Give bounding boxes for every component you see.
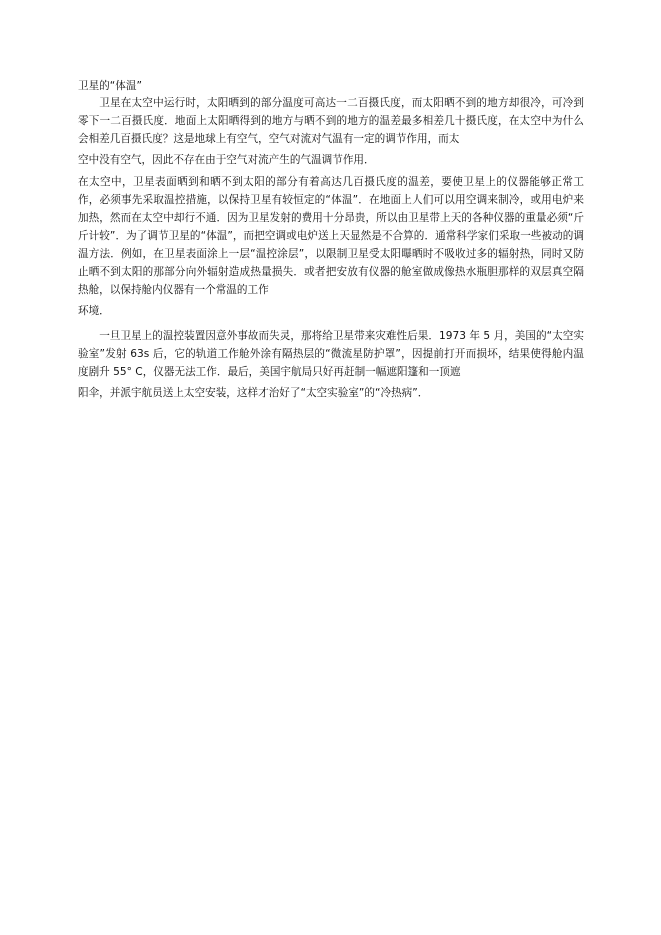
document-page [78,78,584,403]
paragraph-2-main: 在太空中，卫星表面晒到和晒不到太阳的部分有着高达几百摄氏度的温差，要使卫星上的仪器能够正常工作，必须事先采取温控措施，以保持卫星有较恒定的“体温”．在地面上人们可以用空调来制冷，或用电炉来加热，然而在太空中却行不通．因为卫星发射的费用十分昂贵，所以由卫星带上天的各种仪器的重量必须“斤斤计较”．为了调节卫星的“体温”，而把空调或电炉送上天显然是不合算的．通常科学家们采取一些被动的调温方法．例如，在卫星表面涂上一层“温控涂层”，以限制卫星受太阳曝晒时不吸收过多的辐射热，同时又防止晒不到太阳的那部分向外辐射造成热量损失．或者把安放有仪器的舱室做成像热水瓶胆那样的双层真空隔热舱，以保持舱内仪器有一个常温的工作 [78,176,584,296]
paragraph-2 [78,173,584,321]
document-title: 卫星的“体温” [78,80,142,92]
paragraph-1-main: 卫星在太空中运行时，太阳晒到的部分温度可高达一二百摄氏度，而太阳晒不到的地方却很冷，可冷到零下一二百摄氏度．地面上太阳晒得到的地方与晒不到的地方的温差最多相差几十摄氏度，在太空中为什么会相差几百摄氏度？这是地球上有空气，空气对流对气温有一定的调节作用，而太 [78,97,584,145]
paragraph-2-tail: 环境． [78,305,110,317]
paragraph-3-main: 一旦卫星上的温控装置因意外事故而失灵，那将给卫星带来灾难性后果．1973 年 5 月，美国的“太空实验室”发射 63s 后，它的轨道工作舱外涂有隔热层的“微流星防护罩”，因提前打开而损坏，结果使得舱内温度剧升 55° C，仪器无法工作．最后，美国宇航局只好再赶制一幅遮阳篷和一顶遮 [78,330,584,378]
paragraph-3 [78,327,584,403]
paragraph-1-tail: 空中没有空气，因此不存在由于空气对流产生的气温调节作用． [78,154,375,166]
paragraph-1 [78,94,584,170]
paragraph-3-tail: 阳伞，并派宇航员送上太空安装，这样才治好了“太空实验室”的“冷热病”． [78,387,429,399]
